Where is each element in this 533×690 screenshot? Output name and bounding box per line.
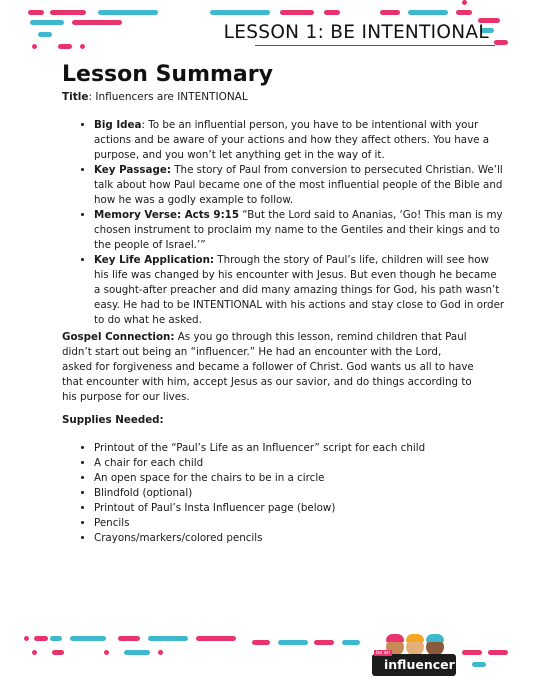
kid-hair: [426, 634, 444, 642]
gospel-text: As you go through this lesson, remind children that Paul didn’t start out being an “influencer.” He had an encounter with the Lord, asked for forgiveness and became a follower of Christ. God wants us all to have that encounter with him, accept Jesus as our savior, and do things according to his purpose for our lives.: [62, 331, 474, 403]
deco-dot: [462, 0, 467, 5]
item-label: Key Passage:: [94, 164, 171, 176]
summary-list: [62, 118, 506, 328]
deco-dash: [52, 650, 64, 655]
list-item: • Printout of the “Paul’s Life as an Influencer” script for each child: [94, 441, 506, 456]
deco-dash: [342, 640, 360, 645]
deco-dash: [462, 650, 482, 655]
deco-dash: [72, 20, 122, 25]
deco-dash: [38, 32, 52, 37]
deco-dash: [196, 636, 236, 641]
deco-dash: [278, 640, 308, 645]
deco-dash: [324, 10, 340, 15]
item-text: Through the story of Paul’s life, children will see how his life was changed by his encounter with Jesus. But even though he became a sought-after preacher and did many amazing things for God, his path wasn’t easy. He had to be INTENTIONAL with his actions and stay close to God in order to do what he asked.: [94, 254, 505, 326]
item-text: “But the Lord said to Ananias, ‘Go! This man is my chosen instrument to proclaim my name to the Gentiles and their kings and to the people of Israel.’”: [94, 209, 503, 251]
deco-dash: [456, 10, 472, 15]
list-item: • Pencils: [94, 516, 506, 531]
title-label: Title: [62, 91, 89, 103]
deco-dash: [50, 10, 86, 15]
deco-dash: [28, 10, 44, 15]
deco-dash: [252, 640, 270, 645]
deco-dot: [104, 650, 109, 655]
deco-dash: [50, 636, 62, 641]
item-text: : To be an influential person, you have to be intentional with your actions and be aware of your actions and how they affect others. You have a purpose, and you won’t let anything get in the way of it.: [94, 119, 490, 161]
item-label: Key Life Application:: [94, 254, 215, 266]
deco-dot: [24, 636, 29, 641]
deco-dash: [210, 10, 270, 15]
list-item: • Blindfold (optional): [94, 486, 506, 501]
deco-dash: [408, 10, 448, 15]
list-item: • An open space for the chairs to be in a circle: [94, 471, 506, 486]
gospel-label: Gospel Connection:: [62, 331, 175, 343]
deco-dash: [118, 636, 140, 641]
deco-dash: [124, 650, 150, 655]
list-item: [94, 163, 506, 208]
deco-dash: [488, 650, 508, 655]
deco-dash: [70, 636, 106, 641]
item-label: Big Idea: [94, 119, 142, 131]
list-item: [94, 208, 506, 253]
deco-dash: [30, 20, 64, 25]
deco-dash: [34, 636, 48, 641]
title-value: : Influencers are INTENTIONAL: [88, 91, 248, 103]
item-label: Memory Verse: Acts 9:15: [94, 209, 240, 221]
influencer-logo: [372, 628, 456, 680]
list-item: • Crayons/markers/colored pencils: [94, 531, 506, 546]
logo-tagline: be an: [376, 650, 391, 656]
lesson-header: LESSON 1: BE INTENTIONAL: [223, 22, 489, 43]
deco-dot: [32, 650, 37, 655]
item-text: The story of Paul from conversion to persecuted Christian. We’ll talk about how Paul became one of the most influential people of the Bible and how he was a godly example to follow.: [94, 164, 503, 206]
deco-dash: [280, 10, 314, 15]
deco-dash: [380, 10, 400, 15]
list-item: [94, 253, 506, 328]
deco-dash: [494, 40, 508, 45]
deco-dot: [158, 650, 163, 655]
lesson-title-line: [62, 91, 248, 103]
header-underline: [255, 45, 495, 46]
kid-hair: [406, 634, 424, 642]
logo-wordmark: influencer: [384, 657, 455, 672]
kid-hair: [386, 634, 404, 642]
deco-dash: [148, 636, 188, 641]
deco-dash: [472, 662, 486, 667]
gospel-connection: [62, 330, 474, 405]
deco-dash: [58, 44, 72, 49]
deco-dot: [32, 44, 37, 49]
supplies-list: [62, 441, 506, 546]
deco-dot: [80, 44, 85, 49]
deco-dash: [314, 640, 334, 645]
deco-dash: [98, 10, 158, 15]
list-item: • Printout of Paul’s Insta Influencer page (below): [94, 501, 506, 516]
supplies-heading: Supplies Needed:: [62, 414, 164, 426]
list-item: • A chair for each child: [94, 456, 506, 471]
page-title: Lesson Summary: [62, 62, 273, 87]
list-item: [94, 118, 506, 163]
